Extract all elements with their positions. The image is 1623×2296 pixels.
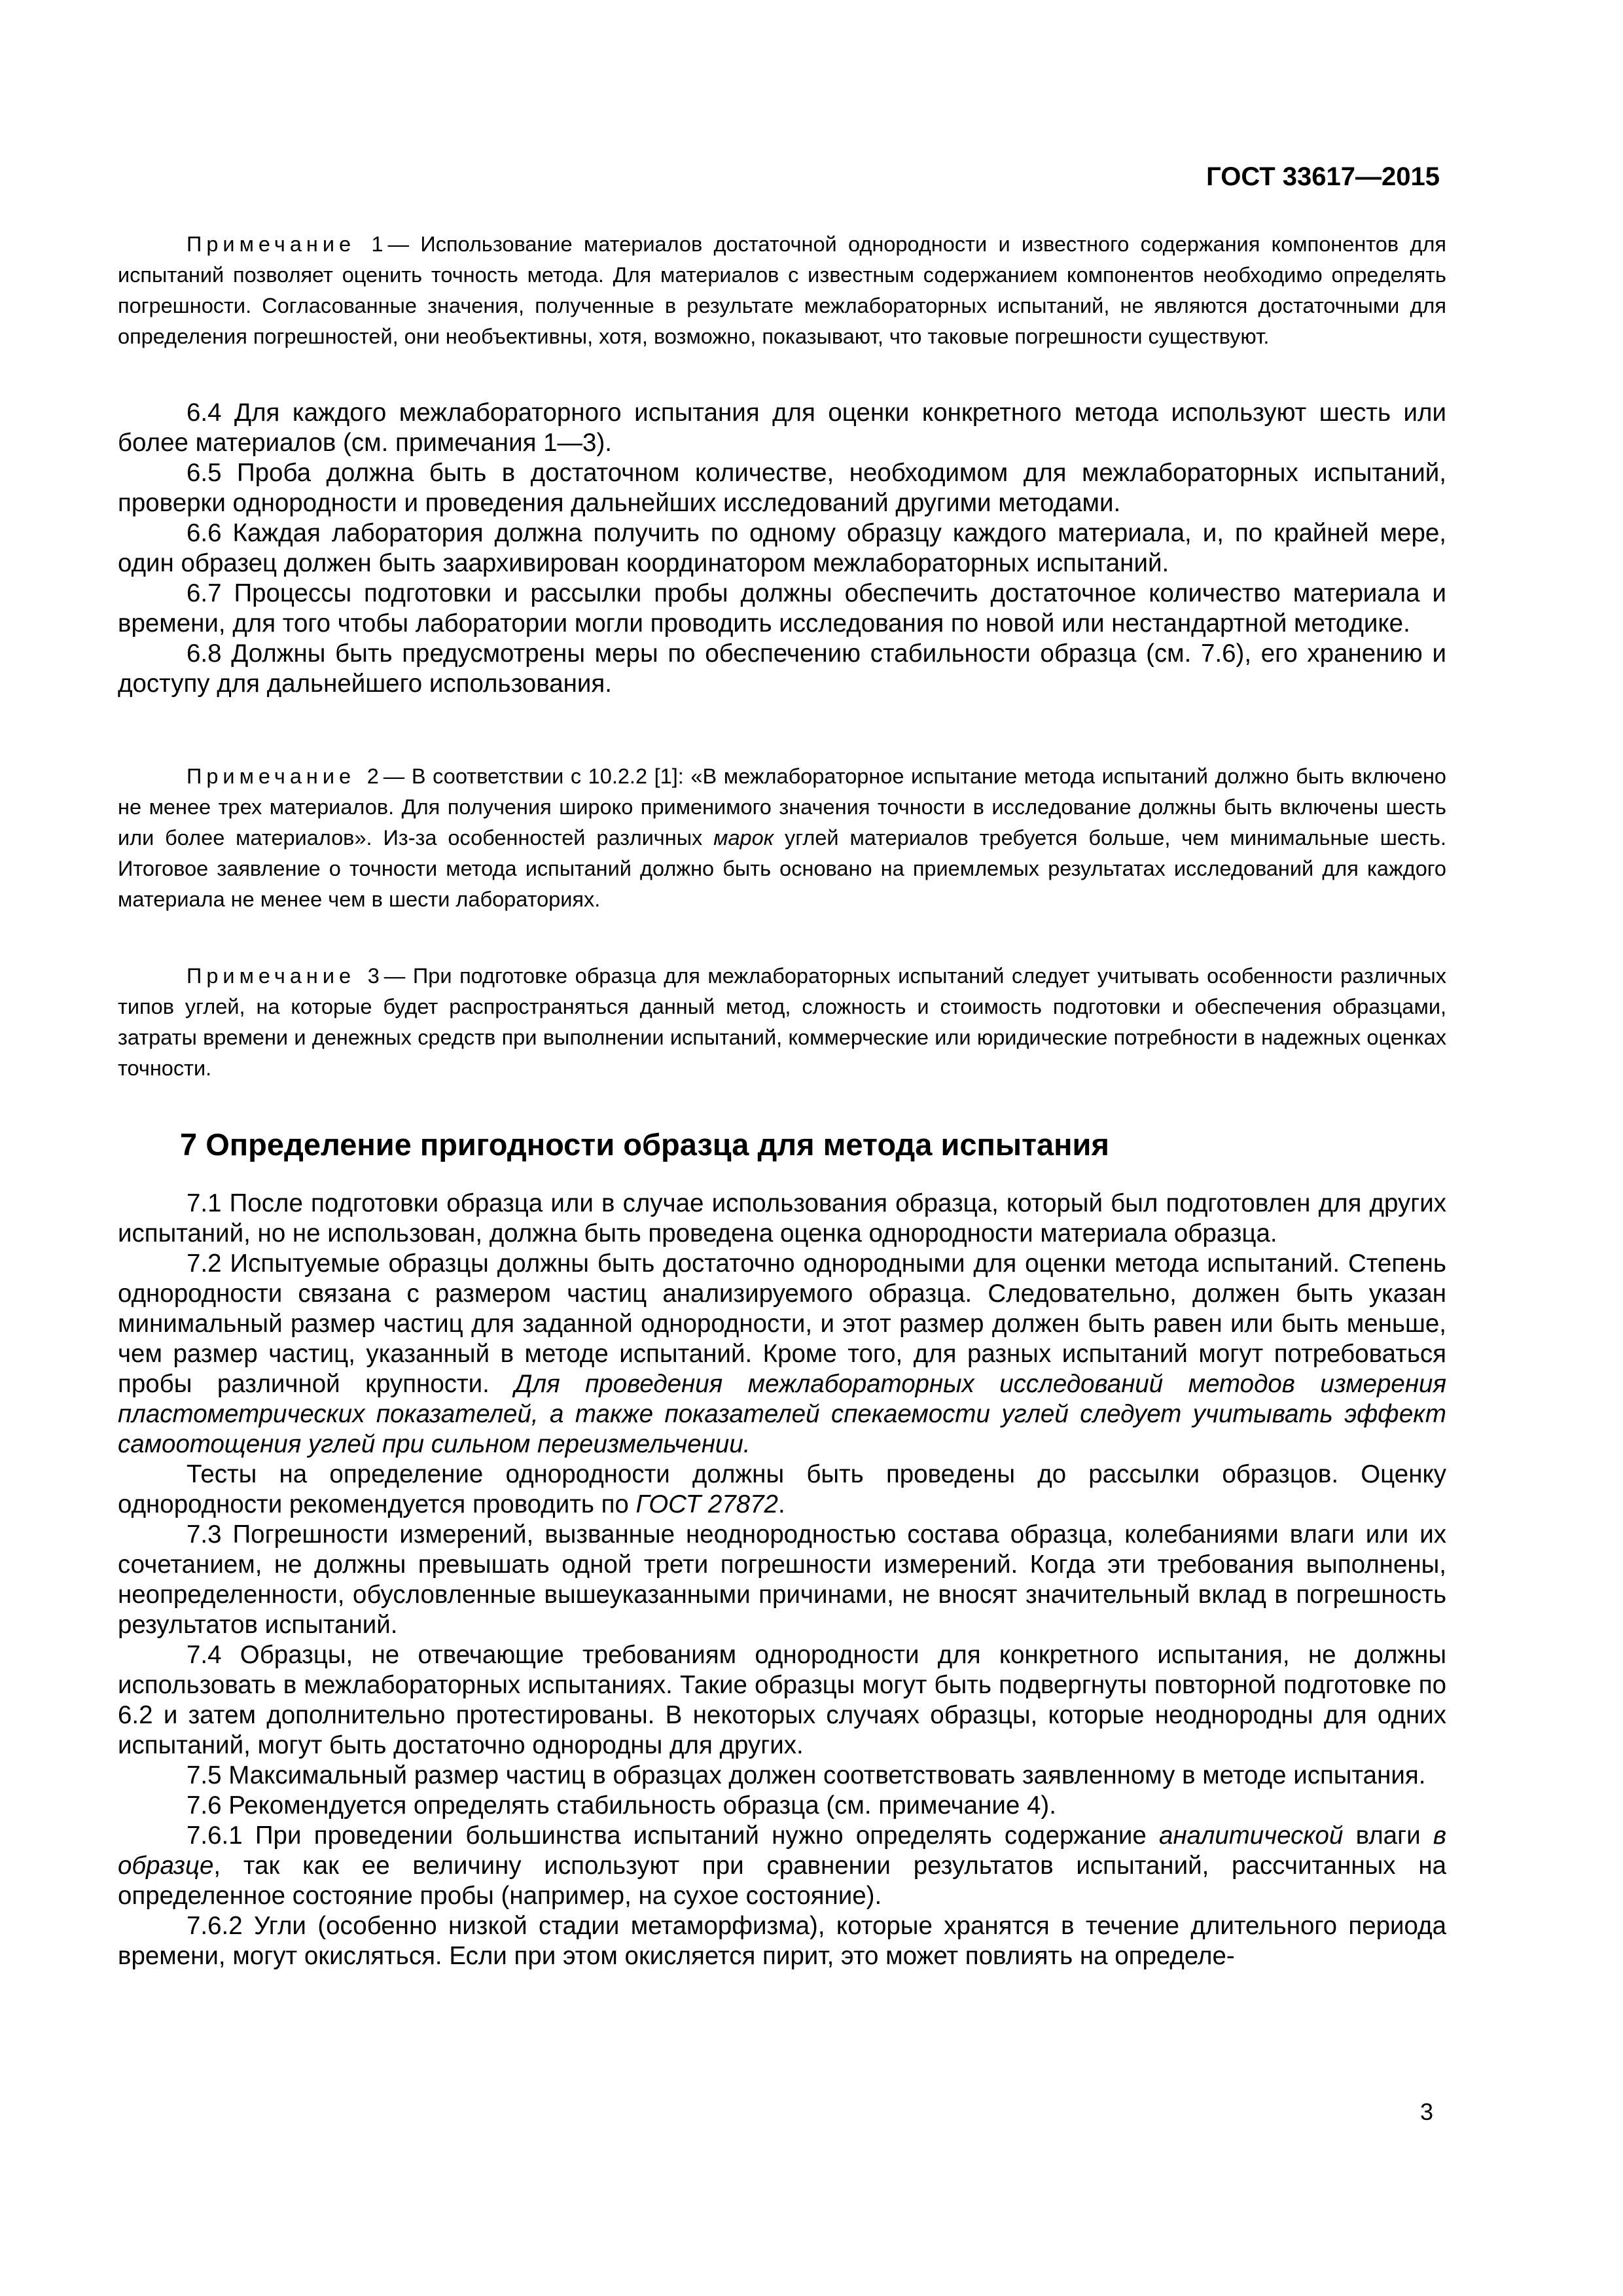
note-2 bbox=[118, 761, 1446, 915]
paragraph-7-6-1-text-a: 7.6.1 При проведении большинства испытаний нужно определять содержание bbox=[187, 1821, 1160, 1850]
paragraph-6-6: 6.6 Каждая лаборатория должна получить по одному образцу каждого материала, и, по крайней мере, один образец должен быть заархивирован координатором межлабораторных испытаний. bbox=[118, 519, 1446, 577]
paragraph-7-2-tests bbox=[118, 1460, 1446, 1520]
paragraph-7-6-1 bbox=[118, 1821, 1446, 1911]
paragraph-7-6-2: 7.6.2 Угли (особенно низкой стадии метаморфизма), которые хранятся в течение длительного периода времени, могут окисляться. Если при этом окисляется пирит, это может повлиять на определе- bbox=[118, 1912, 1446, 1970]
paragraph-6-5: 6.5 Проба должна быть в достаточном количестве, необходимом для межлабораторных испытаний, проверки однородности и проведения дальнейших исследований другими методами. bbox=[118, 459, 1446, 517]
page-number: 3 bbox=[1419, 2098, 1433, 2125]
paragraph-6-4: 6.4 Для каждого межлабораторного испытания для оценки конкретного метода используют шесть или более материалов (см. примечания 1—3). bbox=[118, 399, 1446, 457]
paragraph-7-2-italic: Для проведения межлабораторных исследований методов измерения пластометрических показателей, а также показателей спекаемости углей следует учитывать эффект самоотощения углей при сильном переизмельчении. bbox=[118, 1370, 1447, 1458]
paragraph-7-4: 7.4 Образцы, не отвечающие требованиям однородности для конкретного испытания, не должны использовать в межлабораторных испытаниях. Такие образцы могут быть подвергнуты повторной подготовке по 6.2 и затем дополнительно протестированы. В некоторых случаях образцы, которые неоднородны для одних испытаний, могут быть достаточно однородны для других. bbox=[118, 1641, 1446, 1759]
paragraph-7-6: 7.6 Рекомендуется определять стабильность образца (см. примечание 4). bbox=[187, 1791, 1056, 1820]
section-7-paragraphs bbox=[118, 1189, 1446, 1971]
note-2-text-b: углей материалов требуется больше, чем минимальные шесть. Итоговое заявление о точности метода испытаний должно быть основано на приемлемых результатах исследований для каждого материала не менее чем в шести лабораториях. bbox=[118, 826, 1446, 911]
paragraph-7-6-1-italic-2: в образце bbox=[118, 1821, 1446, 1880]
section-7-heading: 7 Определение пригодности образца для метода испытания bbox=[180, 1127, 1109, 1162]
paragraph-7-2-tests-end: . bbox=[777, 1490, 785, 1518]
note-2-text-a: — В соответствии с 10.2.2 [1]: «В межлабораторное испытание метода испытаний должно быть включено не менее трех материалов. Для получения широко применимого значения точности в исследование должны быть включены шесть или более материалов». Из-за особенностей различных bbox=[118, 764, 1446, 850]
paragraph-7-5: 7.5 Максимальный размер частиц в образцах должен соответствовать заявленному в методе испытания. bbox=[187, 1761, 1426, 1789]
note-3-text: — При подготовке образца для межлабораторных испытаний следует учитывать особенности различных типов углей, на которые будет распространяться данный метод, сложность и стоимость подготовки и обеспечения образцами, затраты времени и денежных средств при выполнении испытаний, коммерческие или юридические потребности в надежных оценках точности. bbox=[118, 964, 1447, 1080]
paragraph-7-6-1-text-b: влаги bbox=[1343, 1821, 1433, 1850]
note-2-label: Примечание 2 bbox=[187, 764, 383, 788]
paragraph-7-6-1-text-c: , так как ее величину используют при сравнении результатов испытаний, рассчитанных на определенное состояние пробы (например, на сухое состояние). bbox=[118, 1852, 1446, 1910]
paragraph-7-3: 7.3 Погрешности измерений, вызванные неоднородностью состава образца, колебаниями влаги или их сочетанием, не должны превышать одной трети погрешности измерений. Когда эти требования выполнены, неопределенности, обусловленные вышеуказанными причинами, не вносят значительный вклад в погрешность результатов испытаний. bbox=[118, 1520, 1446, 1639]
note-1-label: Примечание 1 bbox=[187, 232, 388, 256]
note-1 bbox=[118, 229, 1446, 352]
paragraph-6-8: 6.8 Должны быть предусмотрены меры по обеспечению стабильности образца (см. 7.6), его хранению и доступу для дальнейшего использования. bbox=[118, 639, 1446, 698]
paragraph-6-7: 6.7 Процессы подготовки и рассылки пробы должны обеспечить достаточное количество материала и времени, для того чтобы лаборатории могли проводить исследования по новой или нестандартной методике. bbox=[118, 579, 1446, 637]
document-code-header: ГОСТ 33617—2015 bbox=[1206, 162, 1440, 191]
paragraph-7-2-text: 7.2 Испытуемые образцы должны быть достаточно однородными для оценки метода испытаний. Степень однородности связана с размером частиц анализируемого образца. Следовательно, должен быть указан минимальный размер частиц для заданной однородности, и этот размер должен быть равен или быть меньше, чем размер частиц, указанный в методе испытаний. Кроме того, для разных испытаний могут потребоваться пробы различной крупности. bbox=[118, 1249, 1446, 1398]
section-6-paragraphs bbox=[118, 398, 1446, 699]
standard-reference-gost-27872: ГОСТ 27872 bbox=[635, 1490, 778, 1518]
paragraph-7-6-1-italic: аналитической bbox=[1159, 1821, 1344, 1850]
note-3 bbox=[118, 961, 1446, 1084]
paragraph-7-2 bbox=[118, 1249, 1446, 1460]
note-2-text-italic: марок bbox=[713, 826, 774, 850]
paragraph-7-2-tests-text: Тесты на определение однородности должны быть проведены до рассылки образцов. Оценку однородности рекомендуется проводить по bbox=[118, 1460, 1446, 1518]
paragraph-7-1: 7.1 После подготовки образца или в случае использования образца, который был подготовлен для других испытаний, но не использован, должна быть проведена оценка однородности материала образца. bbox=[118, 1189, 1446, 1247]
note-1-text: — Использование материалов достаточной однородности и известного содержания компонентов для испытаний позволяет оценить точность метода. Для материалов с известным содержанием компонентов необходимо определять погрешности. Согласованные значения, полученные в результате межлабораторных испытаний, не являются достаточными для определения погрешностей, они необъективны, хотя, возможно, показывают, что таковые погрешности существуют. bbox=[118, 232, 1447, 348]
note-3-label: Примечание 3 bbox=[187, 964, 384, 988]
